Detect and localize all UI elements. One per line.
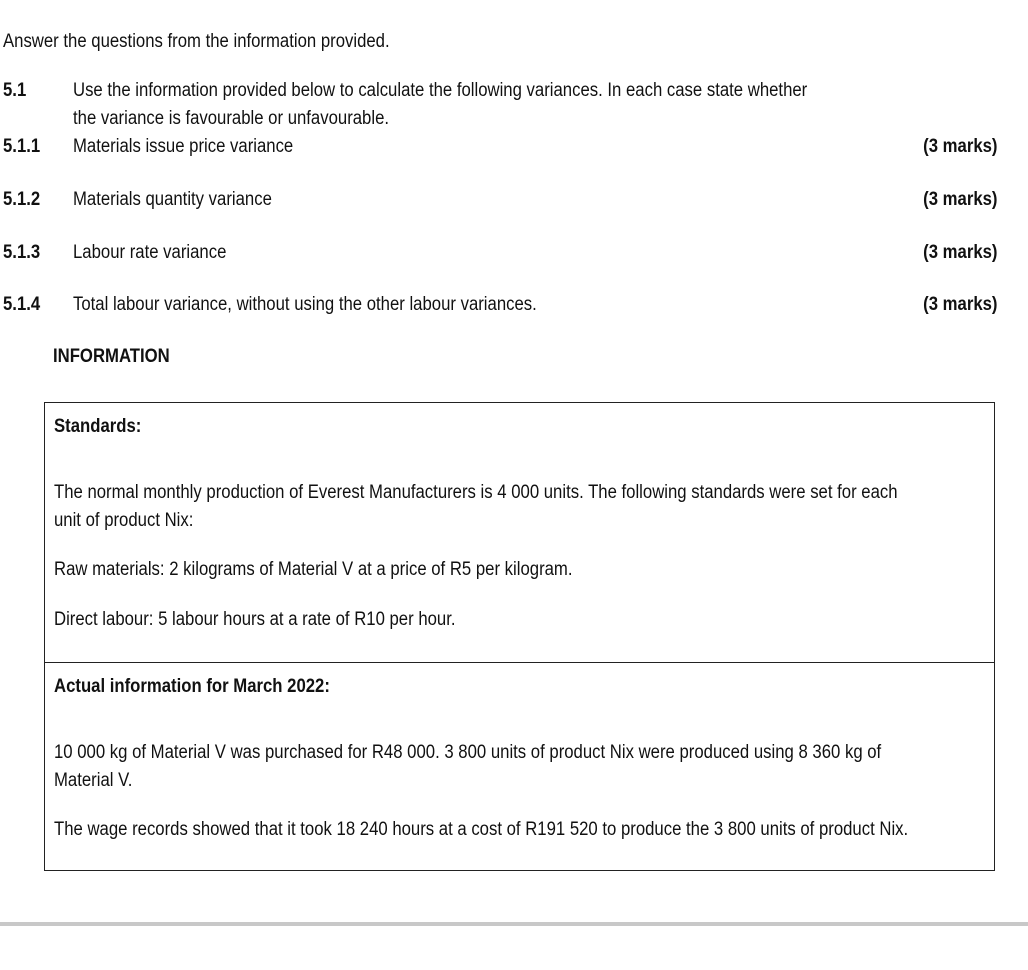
box-divider [45, 662, 994, 663]
actual-paragraph-line-2: Material V. [54, 770, 133, 791]
subquestion-marks: (3 marks) [922, 242, 997, 263]
subquestion-text: Total labour variance, without using the other labour variances. [73, 294, 537, 315]
subquestion-marks: (3 marks) [922, 294, 997, 315]
actual-title: Actual information for March 2022: [54, 676, 330, 697]
standards-direct-labour: Direct labour: 5 labour hours at a rate of R10 per hour. [54, 609, 456, 630]
standards-raw-materials: Raw materials: 2 kilograms of Material V at a price of R5 per kilogram. [54, 559, 573, 580]
subquestion-number: 5.1.2 [3, 189, 41, 210]
subquestion-number: 5.1.3 [3, 242, 41, 263]
information-box [44, 402, 995, 871]
standards-paragraph-line-2: unit of product Nix: [54, 510, 194, 531]
actual-wages: The wage records showed that it took 18 240 hours at a cost of R191 520 to produce the 3 800 units of product Nix. [54, 819, 909, 840]
standards-paragraph-line-1: The normal monthly production of Everest Manufacturers is 4 000 units. The following standards were set for each [54, 482, 898, 503]
intro-text: Answer the questions from the information provided. [3, 31, 390, 52]
subquestion-text: Materials quantity variance [73, 189, 272, 210]
standards-title: Standards: [54, 416, 142, 437]
subquestion-text: Materials issue price variance [73, 136, 294, 157]
subquestion-number: 5.1.1 [3, 136, 41, 157]
subquestion-number: 5.1.4 [3, 294, 41, 315]
question-number: 5.1 [3, 80, 27, 101]
question-text-line-2: the variance is favourable or unfavourable. [73, 108, 390, 129]
subquestion-text: Labour rate variance [73, 242, 227, 263]
question-text-line-1: Use the information provided below to calculate the following variances. In each case state whether [73, 80, 808, 101]
subquestion-marks: (3 marks) [922, 136, 997, 157]
information-heading: INFORMATION [53, 346, 170, 367]
footer-divider [0, 922, 1028, 926]
actual-paragraph-line-1: 10 000 kg of Material V was purchased for R48 000. 3 800 units of product Nix were produced using 8 360 kg of [54, 742, 882, 763]
subquestion-marks: (3 marks) [922, 189, 997, 210]
